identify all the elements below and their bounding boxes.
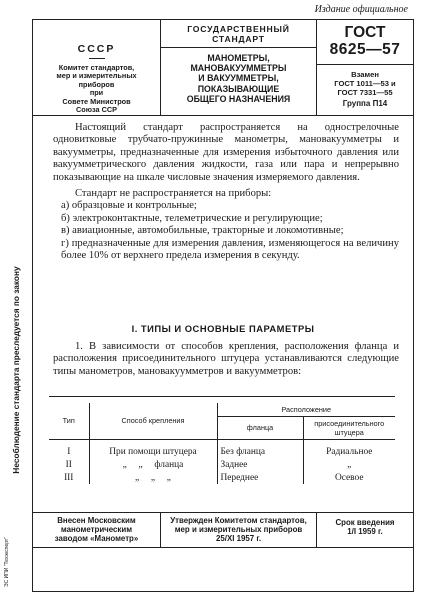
scope-paragraph: Настоящий стандарт распространяется на однострелочные одновитковые трубчато-пружинные манометры, мановакуумметры и вакуумметры, предназначенные для измерения избыточного давления или вакуумметрического давления жидкости, газа или пара и непрерывно показывающие на шкале числовые значения измеряемого давления. — [53, 122, 399, 183]
standard-title — [161, 53, 316, 104]
table-row — [49, 471, 395, 484]
committee-line: Комитет стандартов, — [58, 63, 135, 72]
header-type: Тип — [49, 403, 89, 440]
ussr-label: СССР — [77, 43, 116, 55]
official-edition-label: Издание официальное — [314, 4, 408, 15]
committee-line: при — [89, 88, 104, 98]
table-header-row — [49, 403, 395, 417]
exclusion-item: в) авиационные, автомобильные, тракторные и локомотивные; — [61, 225, 344, 237]
committee-line: Совете Министров — [62, 96, 131, 106]
introduced-by — [33, 513, 161, 547]
cell-fitting: Осевое — [334, 472, 364, 483]
approved-line: 25/XI 1957 г. — [215, 533, 262, 543]
cell-mount: „ „ „ — [89, 471, 217, 484]
title-line: ОБЩЕГО НАЗНАЧЕНИЯ — [186, 93, 291, 104]
cell-flange: Переднее — [217, 471, 303, 484]
legal-side-note-text: Несоблюдение стандарта преследуется по закону — [11, 266, 21, 474]
effective-line: Срок введения — [335, 518, 395, 527]
cell-fitting: Радиальное — [326, 446, 373, 457]
exclusion-item: г) предназначенные для измерения давления, изменяющегося на величину более 10% от верхнего предела измерения в секунду. — [61, 237, 399, 262]
ussr-divider — [89, 58, 105, 59]
cell-type: II — [49, 458, 89, 471]
gost-label: ГОСТ — [344, 24, 386, 41]
section-heading: I. ТИПЫ И ОСНОВНЫЕ ПАРАМЕТРЫ — [131, 323, 315, 334]
title-divider — [161, 47, 316, 48]
replaces-line: Взамен — [351, 70, 379, 79]
table-row — [49, 458, 395, 471]
standard-page-frame — [32, 19, 414, 592]
title-line: МАНОМЕТРЫ, — [207, 53, 270, 63]
approved-by — [161, 513, 317, 547]
approved-line: Утвержден Комитетом стандартов, — [170, 516, 307, 525]
cell-mount: „ „ фланца — [89, 458, 217, 471]
committee-line: мер и измерительных — [56, 71, 137, 81]
header-flange: фланца — [217, 416, 303, 439]
replaces-line: ГОСТ 1011—53 и — [334, 79, 396, 88]
exclusion-item: а) образцовые и контрольные; — [61, 200, 197, 212]
cell-fitting: „ — [347, 459, 352, 470]
publisher-mark-text: ЭС ИПИ "Техэксперт" — [4, 536, 10, 588]
cell-flange: Заднее — [217, 458, 303, 471]
cell-type: I — [49, 445, 89, 458]
committee-line: Союза ССР — [76, 105, 117, 115]
effective-date — [317, 513, 413, 547]
clause-1: 1. В зависимости от способов крепления, расположения фланца и расположения присоединительного штуцера устанавливаются следующие типы манометров, мановакуумметров и вакуумметров: — [53, 341, 399, 377]
header-mount: Способ крепления — [89, 403, 217, 440]
replaces-line: ГОСТ 7331—55 — [337, 88, 393, 97]
introduced-line: заводом «Манометр» — [54, 533, 139, 543]
standard-header — [33, 20, 413, 116]
cell-flange: Без фланца — [217, 445, 303, 458]
header-location: Расположение — [217, 403, 395, 417]
issuer-block — [33, 20, 161, 115]
exclusions-intro: Стандарт не распространяется на приборы: — [75, 188, 272, 200]
standard-kind — [161, 24, 316, 44]
scope-section — [53, 122, 399, 262]
standard-kind-line: ГОСУДАРСТВЕННЫЙ — [187, 24, 290, 34]
standard-footer — [33, 512, 413, 548]
designation-block — [317, 20, 413, 115]
standard-kind-line: СТАНДАРТ — [212, 34, 265, 44]
group-code: Группа П14 — [342, 99, 388, 108]
committee-name — [33, 64, 160, 114]
introduced-line: манометрическим — [60, 524, 133, 534]
legal-side-note — [11, 268, 21, 472]
effective-line: 1/I 1959 г. — [347, 526, 383, 536]
publisher-mark — [3, 532, 11, 592]
exclusion-item: б) электроконтактные, телеметрические и регулирующие; — [61, 212, 323, 224]
table-row — [49, 445, 395, 458]
gost-number: 8625—57 — [329, 41, 401, 58]
replaces-note — [317, 70, 413, 97]
title-line: МАНОВАКУУММЕТРЫ — [190, 63, 287, 74]
title-line: И ВАКУУММЕТРЫ, — [198, 73, 279, 84]
designation-divider — [317, 64, 413, 65]
types-table — [49, 396, 395, 484]
cell-mount: При помощи штуцера — [89, 445, 217, 458]
introduced-line: Внесен Московским — [57, 516, 136, 525]
title-line: ПОКАЗЫВАЮЩИЕ — [197, 83, 280, 94]
title-block — [161, 20, 317, 115]
approved-line: мер и измерительных приборов — [174, 524, 303, 534]
header-fitting: присоединительного штуцера — [303, 416, 395, 439]
committee-line: приборов — [78, 79, 115, 89]
cell-type: III — [49, 471, 89, 484]
